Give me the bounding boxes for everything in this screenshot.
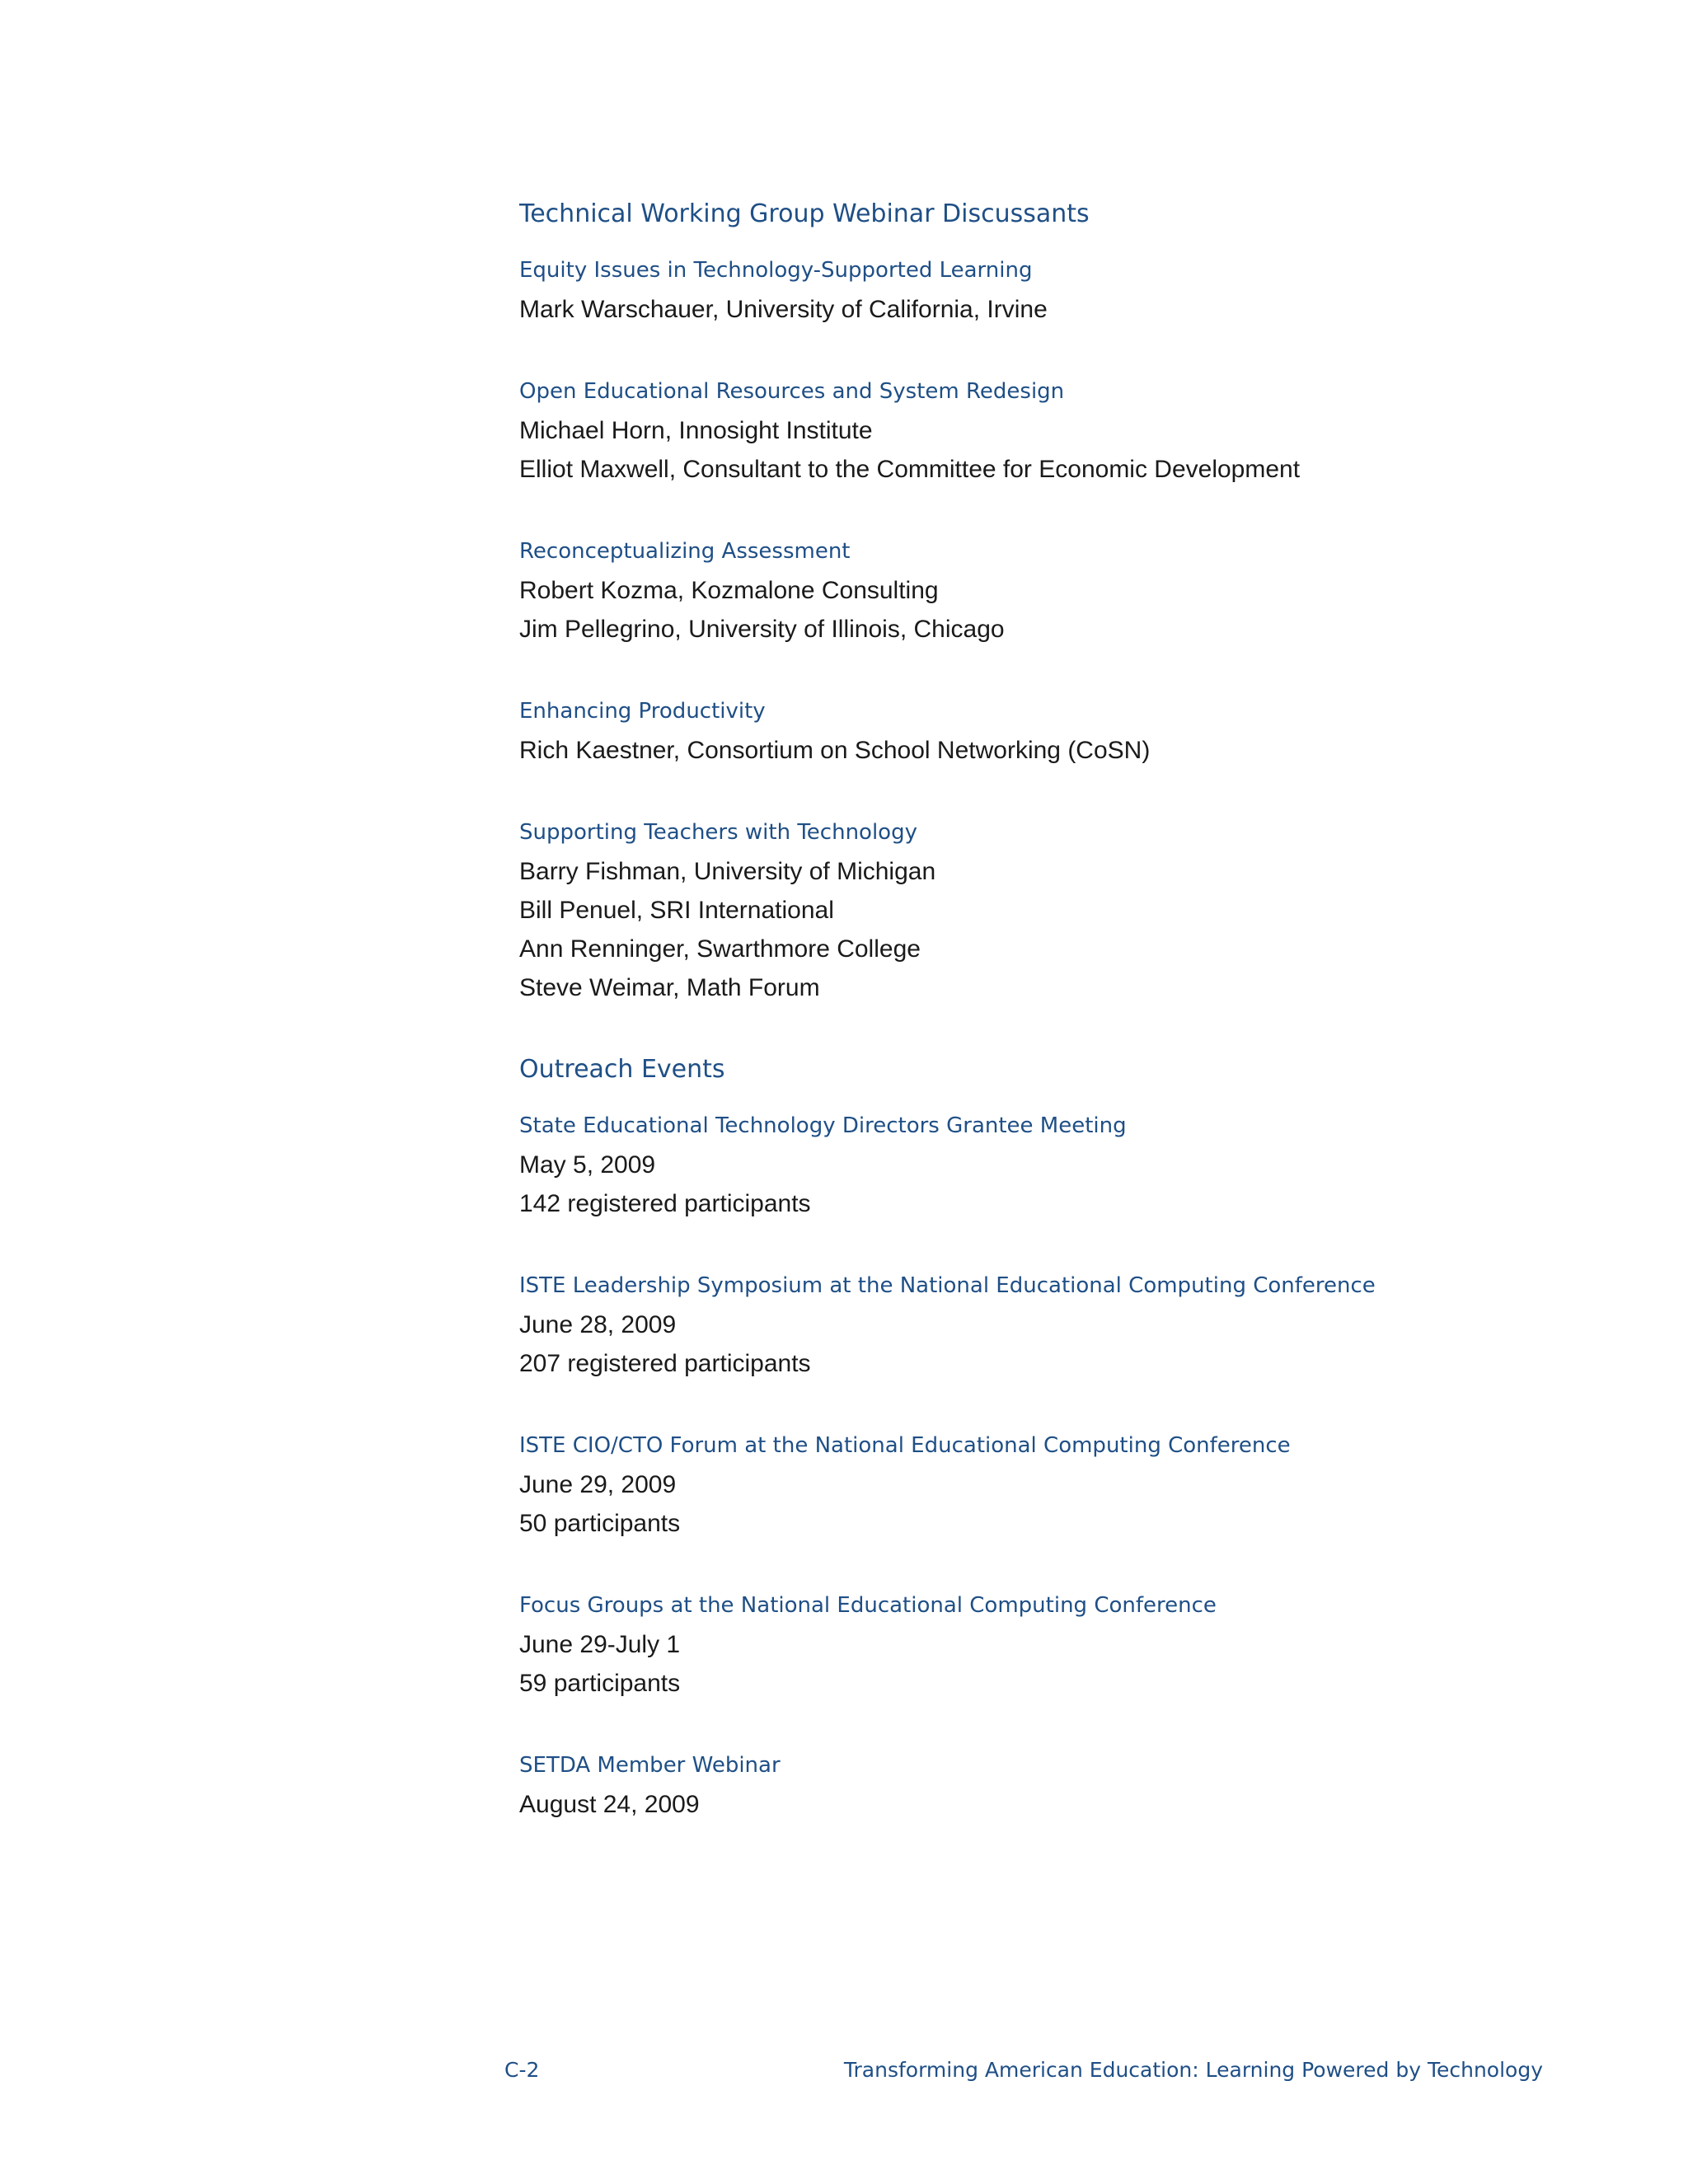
event-iste-cio-cto-forum [519, 1426, 1591, 1543]
event-date: August 24, 2009 [519, 1791, 700, 1818]
page-content [519, 194, 1591, 1867]
section-title: Outreach Events [519, 1055, 725, 1084]
event-date: June 29, 2009 [519, 1471, 677, 1498]
event-iste-leadership-symposium [519, 1266, 1591, 1383]
event-participants: 59 participants [519, 1670, 681, 1697]
event-date: May 5, 2009 [519, 1151, 656, 1179]
topic-title: Reconceptualizing Assessment [519, 539, 851, 564]
publication-title: Transforming American Education: Learning Powered by Technology [843, 2058, 1543, 2082]
discussant-line: Elliot Maxwell, Consultant to the Committee for Economic Development [519, 456, 1301, 483]
event-participants: 142 registered participants [519, 1190, 811, 1217]
topic-equity-issues [519, 251, 1591, 329]
event-setd-grantee-meeting [519, 1106, 1591, 1223]
topic-enhancing-productivity [519, 691, 1591, 770]
discussant-line: Steve Weimar, Math Forum [519, 974, 820, 1001]
discussant-line: Jim Pellegrino, University of Illinois, Chicago [519, 616, 1005, 643]
event-date: June 29-July 1 [519, 1631, 681, 1658]
event-title: SETDA Member Webinar [519, 1753, 781, 1778]
discussant-line: Robert Kozma, Kozmalone Consulting [519, 577, 939, 604]
topic-reconceptualizing-assessment [519, 532, 1591, 649]
event-participants: 207 registered participants [519, 1350, 811, 1377]
event-title: Focus Groups at the National Educational Computing Conference [519, 1593, 1217, 1618]
section-outreach-events [519, 1050, 1591, 1824]
event-date: June 28, 2009 [519, 1311, 677, 1338]
topic-supporting-teachers [519, 813, 1591, 1007]
event-title: ISTE CIO/CTO Forum at the National Educational Computing Conference [519, 1433, 1291, 1458]
topic-title: Equity Issues in Technology-Supported Learning [519, 258, 1033, 283]
discussant-line: Mark Warschauer, University of California, Irvine [519, 296, 1048, 323]
event-focus-groups [519, 1586, 1591, 1703]
topic-title: Enhancing Productivity [519, 699, 766, 724]
discussant-line: Rich Kaestner, Consortium on School Networking (CoSN) [519, 737, 1151, 764]
discussant-line: Michael Horn, Innosight Institute [519, 417, 873, 444]
discussant-line: Ann Renninger, Swarthmore College [519, 935, 921, 963]
topic-open-educational-resources [519, 372, 1591, 489]
event-title: ISTE Leadership Symposium at the National Educational Computing Conference [519, 1273, 1376, 1298]
event-setda-member-webinar [519, 1746, 1591, 1824]
event-title: State Educational Technology Directors Grantee Meeting [519, 1113, 1127, 1138]
discussant-line: Bill Penuel, SRI International [519, 897, 834, 924]
topic-title: Open Educational Resources and System Redesign [519, 379, 1065, 404]
discussant-line: Barry Fishman, University of Michigan [519, 858, 936, 885]
event-participants: 50 participants [519, 1510, 681, 1537]
topic-title: Supporting Teachers with Technology [519, 820, 917, 845]
section-webinar-discussants [519, 194, 1591, 1007]
page-number: C-2 [504, 2058, 540, 2082]
section-title: Technical Working Group Webinar Discussants [519, 199, 1090, 228]
